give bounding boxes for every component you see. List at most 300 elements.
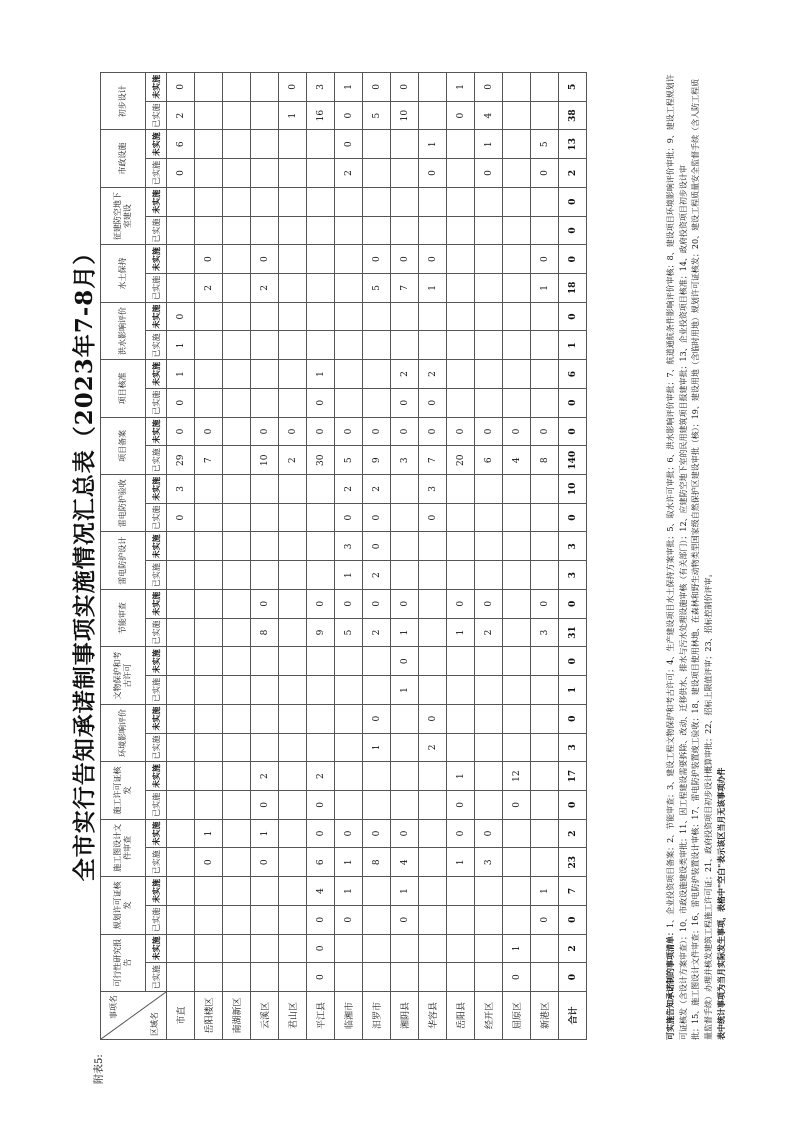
data-cell <box>195 762 223 791</box>
data-cell <box>503 101 531 130</box>
data-cell <box>167 187 195 216</box>
data-cell: 5 <box>363 274 391 303</box>
data-cell: 2 <box>279 446 307 475</box>
data-cell: 8 <box>531 446 559 475</box>
data-cell <box>363 187 391 216</box>
data-cell <box>279 388 307 417</box>
data-cell <box>251 704 279 733</box>
data-cell <box>307 302 335 331</box>
data-cell: 0 <box>307 963 335 992</box>
data-cell <box>279 475 307 504</box>
data-cell: 0 <box>279 417 307 446</box>
data-cell: 4 <box>307 877 335 906</box>
data-cell <box>475 388 503 417</box>
table-row <box>223 73 251 1040</box>
data-cell <box>475 216 503 245</box>
total-row <box>559 73 587 1040</box>
column-header: 洪水影响评价 <box>101 302 146 359</box>
data-cell <box>363 302 391 331</box>
data-cell <box>251 475 279 504</box>
data-cell <box>223 647 251 676</box>
data-cell: 0 <box>279 73 307 102</box>
total-cell: 13 <box>559 130 587 159</box>
data-cell: 0 <box>503 963 531 992</box>
data-cell: 7 <box>419 446 447 475</box>
data-cell <box>531 388 559 417</box>
table-row <box>419 73 447 1040</box>
header-row-status <box>146 73 167 1040</box>
total-cell: 140 <box>559 446 587 475</box>
data-cell: 5 <box>335 618 363 647</box>
subheader-done: 已实施 <box>146 676 167 705</box>
total-cell: 0 <box>559 417 587 446</box>
data-cell <box>447 676 475 705</box>
data-cell <box>503 704 531 733</box>
data-cell: 1 <box>167 360 195 389</box>
data-cell <box>223 561 251 590</box>
subheader-not-done: 未实施 <box>146 417 167 446</box>
data-cell <box>447 302 475 331</box>
data-cell <box>503 905 531 934</box>
data-cell <box>363 360 391 389</box>
data-cell: 0 <box>167 73 195 102</box>
data-cell: 1 <box>531 274 559 303</box>
page-title: 全市实行告知承诺制事项实施情况汇总表（2023年7-8月） <box>71 240 98 882</box>
data-cell <box>307 503 335 532</box>
total-cell: 3 <box>559 532 587 561</box>
data-cell: 0 <box>391 819 419 848</box>
total-label: 合计 <box>559 992 587 1040</box>
data-cell <box>279 877 307 906</box>
total-cell: 3 <box>559 561 587 590</box>
total-cell: 38 <box>559 101 587 130</box>
data-cell <box>307 274 335 303</box>
data-cell: 1 <box>335 561 363 590</box>
data-cell <box>475 905 503 934</box>
total-cell: 2 <box>559 819 587 848</box>
data-cell: 0 <box>307 417 335 446</box>
data-cell <box>475 762 503 791</box>
total-cell: 1 <box>559 331 587 360</box>
data-cell <box>475 733 503 762</box>
data-cell: 3 <box>419 475 447 504</box>
data-cell: 8 <box>251 618 279 647</box>
data-cell <box>447 647 475 676</box>
data-cell <box>475 934 503 963</box>
data-cell <box>419 905 447 934</box>
subheader-not-done: 未实施 <box>146 704 167 733</box>
data-cell: 6 <box>307 848 335 877</box>
table-row <box>531 73 559 1040</box>
data-cell <box>447 532 475 561</box>
data-cell: 0 <box>447 101 475 130</box>
data-cell <box>475 187 503 216</box>
region-cell: 经开区 <box>475 992 503 1040</box>
data-cell: 0 <box>167 388 195 417</box>
data-cell <box>503 302 531 331</box>
data-cell <box>447 475 475 504</box>
data-cell <box>195 589 223 618</box>
data-cell <box>279 819 307 848</box>
column-header: 雷电防护验收 <box>101 475 146 532</box>
data-cell <box>223 187 251 216</box>
total-cell: 7 <box>559 877 587 906</box>
column-header: 文物保护和考古许可 <box>101 647 146 704</box>
total-cell: 0 <box>559 963 587 992</box>
data-cell <box>447 905 475 934</box>
data-cell: 1 <box>167 331 195 360</box>
column-header: 水土保持 <box>101 245 146 302</box>
data-cell <box>167 790 195 819</box>
total-cell: 31 <box>559 618 587 647</box>
data-cell: 0 <box>391 245 419 274</box>
data-cell <box>167 561 195 590</box>
data-cell <box>419 216 447 245</box>
data-cell <box>279 130 307 159</box>
subheader-not-done: 未实施 <box>146 589 167 618</box>
data-cell <box>419 532 447 561</box>
table-row <box>307 73 335 1040</box>
total-cell: 0 <box>559 790 587 819</box>
data-cell: 1 <box>447 73 475 102</box>
data-cell <box>195 790 223 819</box>
subheader-not-done: 未实施 <box>146 302 167 331</box>
data-cell <box>447 216 475 245</box>
total-cell: 1 <box>559 676 587 705</box>
data-cell <box>251 73 279 102</box>
data-cell <box>335 331 363 360</box>
data-cell: 2 <box>363 618 391 647</box>
total-cell: 0 <box>559 647 587 676</box>
data-cell <box>335 274 363 303</box>
data-cell <box>391 302 419 331</box>
subheader-done: 已实施 <box>146 963 167 992</box>
data-cell: 0 <box>307 388 335 417</box>
data-cell <box>475 877 503 906</box>
data-cell: 0 <box>335 819 363 848</box>
data-cell <box>223 532 251 561</box>
data-cell <box>475 704 503 733</box>
data-cell <box>447 245 475 274</box>
data-cell <box>167 532 195 561</box>
data-cell <box>531 733 559 762</box>
data-cell <box>503 159 531 188</box>
data-cell: 30 <box>307 446 335 475</box>
subheader-not-done: 未实施 <box>146 130 167 159</box>
data-cell <box>167 877 195 906</box>
data-cell <box>279 676 307 705</box>
data-cell <box>251 934 279 963</box>
data-cell <box>167 762 195 791</box>
data-cell <box>391 934 419 963</box>
data-cell <box>447 187 475 216</box>
subheader-done: 已实施 <box>146 561 167 590</box>
data-cell <box>279 532 307 561</box>
data-cell: 2 <box>195 274 223 303</box>
data-cell <box>335 245 363 274</box>
data-cell <box>195 360 223 389</box>
data-cell <box>447 130 475 159</box>
data-cell: 0 <box>363 589 391 618</box>
data-cell <box>195 704 223 733</box>
total-cell: 18 <box>559 274 587 303</box>
data-cell: 0 <box>251 417 279 446</box>
data-cell <box>195 503 223 532</box>
data-cell <box>475 274 503 303</box>
data-cell <box>279 503 307 532</box>
data-cell <box>223 159 251 188</box>
data-cell: 5 <box>335 446 363 475</box>
data-cell <box>335 762 363 791</box>
column-header: 环境影响评价 <box>101 704 146 761</box>
data-cell: 0 <box>419 417 447 446</box>
data-cell <box>167 905 195 934</box>
data-cell <box>503 274 531 303</box>
data-cell <box>503 73 531 102</box>
data-cell: 1 <box>447 848 475 877</box>
data-cell <box>167 618 195 647</box>
data-cell <box>195 676 223 705</box>
data-cell <box>447 331 475 360</box>
data-cell <box>223 589 251 618</box>
data-cell <box>223 245 251 274</box>
region-cell: 汨罗市 <box>363 992 391 1040</box>
data-cell <box>475 963 503 992</box>
data-cell: 1 <box>279 101 307 130</box>
data-cell <box>503 245 531 274</box>
data-cell <box>335 790 363 819</box>
data-cell <box>307 216 335 245</box>
data-cell: 0 <box>419 245 447 274</box>
data-cell <box>531 676 559 705</box>
notes-line-2: 批；15、施工图设计文件审查；16、雷电防护装置设计审核；17、雷电防护装置竣工验收；18、建设项目使用林地、在森林和野生动物类型国家级自然保护区建设审批（核）；19、建设用地（含临时用地）规划许可证核发；20、建设工程质量安全监督手续（含人防工程质量监督手续）办理并核发建筑工程施工许可证；21、政府投资项目初步设计概算审批；22、招标上限值评审；23、招标控制价评审。 <box>691 78 713 1040</box>
data-cell <box>475 331 503 360</box>
data-cell: 0 <box>251 589 279 618</box>
data-cell <box>531 187 559 216</box>
data-cell: 1 <box>503 934 531 963</box>
data-cell <box>419 762 447 791</box>
column-header: 规划许可证核发 <box>101 877 146 934</box>
data-cell: 2 <box>251 274 279 303</box>
subheader-done: 已实施 <box>146 848 167 877</box>
subheader-not-done: 未实施 <box>146 475 167 504</box>
data-cell: 0 <box>447 790 475 819</box>
data-cell <box>447 503 475 532</box>
data-cell <box>391 331 419 360</box>
data-cell: 1 <box>307 360 335 389</box>
data-cell <box>223 963 251 992</box>
data-cell: 9 <box>363 446 391 475</box>
region-cell: 屈原区 <box>503 992 531 1040</box>
data-cell <box>531 963 559 992</box>
total-cell: 10 <box>559 475 587 504</box>
data-cell <box>391 187 419 216</box>
data-cell <box>223 446 251 475</box>
total-cell: 2 <box>559 159 587 188</box>
data-cell <box>195 963 223 992</box>
data-cell: 2 <box>251 762 279 791</box>
data-cell <box>167 647 195 676</box>
data-cell <box>251 302 279 331</box>
data-cell <box>335 302 363 331</box>
data-cell <box>167 963 195 992</box>
data-cell <box>279 704 307 733</box>
data-cell <box>503 187 531 216</box>
data-cell <box>223 819 251 848</box>
data-cell <box>195 877 223 906</box>
data-cell: 0 <box>335 905 363 934</box>
data-cell: 0 <box>475 73 503 102</box>
total-cell: 0 <box>559 388 587 417</box>
data-cell: 0 <box>447 417 475 446</box>
column-header: 项目核准 <box>101 360 146 417</box>
data-cell: 0 <box>475 417 503 446</box>
data-cell: 1 <box>391 877 419 906</box>
data-cell: 10 <box>391 101 419 130</box>
data-cell <box>391 532 419 561</box>
data-cell: 0 <box>475 589 503 618</box>
data-cell <box>419 790 447 819</box>
subheader-done: 已实施 <box>146 274 167 303</box>
data-cell: 0 <box>307 819 335 848</box>
data-cell: 0 <box>419 159 447 188</box>
data-cell: 9 <box>307 618 335 647</box>
data-cell <box>279 245 307 274</box>
data-cell: 16 <box>307 101 335 130</box>
data-cell: 0 <box>503 417 531 446</box>
region-cell: 市直 <box>167 992 195 1040</box>
data-cell: 4 <box>391 848 419 877</box>
data-cell: 0 <box>335 101 363 130</box>
data-cell <box>195 216 223 245</box>
data-cell <box>335 388 363 417</box>
data-cell: 6 <box>475 446 503 475</box>
column-header: 雷电防护设计 <box>101 532 146 589</box>
subheader-done: 已实施 <box>146 388 167 417</box>
data-cell <box>447 877 475 906</box>
data-cell: 0 <box>531 905 559 934</box>
data-cell: 0 <box>391 905 419 934</box>
data-cell <box>363 762 391 791</box>
notes-list-1: 1、企业投资项目备案；2、节能审查；3、建设工程文物保护和考古许可；4、生产建设项目水土保持方案审批；5、取水许可审批；6、洪水影响评价审批；7、航道通航条件影响评价审核；8、建设项目环境影响评价审批；9、建设工程规划许可证核发（含设计方案审查）；10、市政设施建设类审批；11、因工程建设需要拆除、改动、迁移供水、排水与污水处理设施审核（有关部门）；12、应建防空地下室的民用建筑项目报建审批；13、企业投资项目核准；14、政府投资项目初步设计审 <box>666 74 688 1040</box>
data-cell <box>363 216 391 245</box>
table-row <box>167 73 195 1040</box>
data-cell <box>419 819 447 848</box>
data-cell: 7 <box>195 446 223 475</box>
data-cell: 0 <box>363 532 391 561</box>
data-cell <box>167 589 195 618</box>
data-cell <box>335 216 363 245</box>
data-cell <box>531 216 559 245</box>
data-cell: 0 <box>531 159 559 188</box>
summary-table <box>100 72 587 1040</box>
total-cell: 0 <box>559 187 587 216</box>
total-cell: 17 <box>559 762 587 791</box>
data-cell <box>307 532 335 561</box>
total-cell: 0 <box>559 589 587 618</box>
subheader-not-done: 未实施 <box>146 187 167 216</box>
data-cell <box>279 187 307 216</box>
data-cell <box>251 532 279 561</box>
data-cell: 2 <box>391 360 419 389</box>
data-cell <box>251 877 279 906</box>
data-cell <box>419 618 447 647</box>
data-cell <box>531 934 559 963</box>
data-cell <box>223 388 251 417</box>
data-cell: 1 <box>419 130 447 159</box>
data-cell: 0 <box>503 790 531 819</box>
data-cell <box>447 934 475 963</box>
data-cell: 2 <box>167 101 195 130</box>
total-cell: 23 <box>559 848 587 877</box>
data-cell <box>503 589 531 618</box>
data-cell <box>419 963 447 992</box>
data-cell <box>251 905 279 934</box>
data-cell <box>251 503 279 532</box>
data-cell <box>223 762 251 791</box>
data-cell <box>279 790 307 819</box>
data-cell: 2 <box>419 360 447 389</box>
table-row <box>363 73 391 1040</box>
column-header: 征建防空地下室建设 <box>101 187 146 244</box>
data-cell: 0 <box>167 302 195 331</box>
total-cell: 2 <box>559 934 587 963</box>
data-cell <box>391 963 419 992</box>
data-cell <box>251 159 279 188</box>
data-cell <box>391 475 419 504</box>
data-cell: 2 <box>335 475 363 504</box>
data-cell <box>279 216 307 245</box>
data-cell: 0 <box>447 819 475 848</box>
data-cell <box>335 704 363 733</box>
data-cell <box>419 647 447 676</box>
data-cell: 0 <box>195 417 223 446</box>
data-cell: 0 <box>363 417 391 446</box>
data-cell: 0 <box>419 704 447 733</box>
subheader-not-done: 未实施 <box>146 73 167 102</box>
data-cell <box>503 877 531 906</box>
data-cell: 0 <box>531 589 559 618</box>
data-cell: 0 <box>363 503 391 532</box>
data-cell <box>531 302 559 331</box>
data-cell <box>307 704 335 733</box>
data-cell: 5 <box>531 130 559 159</box>
data-cell: 12 <box>503 762 531 791</box>
data-cell <box>391 762 419 791</box>
data-cell <box>167 704 195 733</box>
data-cell <box>279 848 307 877</box>
data-cell <box>279 274 307 303</box>
data-cell <box>419 302 447 331</box>
data-cell: 1 <box>447 618 475 647</box>
data-cell <box>195 388 223 417</box>
table-row <box>279 73 307 1040</box>
data-cell: 1 <box>531 877 559 906</box>
data-cell: 0 <box>391 589 419 618</box>
data-cell: 8 <box>363 848 391 877</box>
column-header: 项目备案 <box>101 417 146 474</box>
subheader-done: 已实施 <box>146 905 167 934</box>
data-cell <box>167 216 195 245</box>
data-cell: 0 <box>391 388 419 417</box>
data-cell <box>223 905 251 934</box>
data-cell <box>363 934 391 963</box>
data-cell: 1 <box>335 877 363 906</box>
column-header: 节能审查 <box>101 589 146 646</box>
data-cell <box>447 963 475 992</box>
data-cell: 0 <box>307 589 335 618</box>
data-cell <box>419 848 447 877</box>
